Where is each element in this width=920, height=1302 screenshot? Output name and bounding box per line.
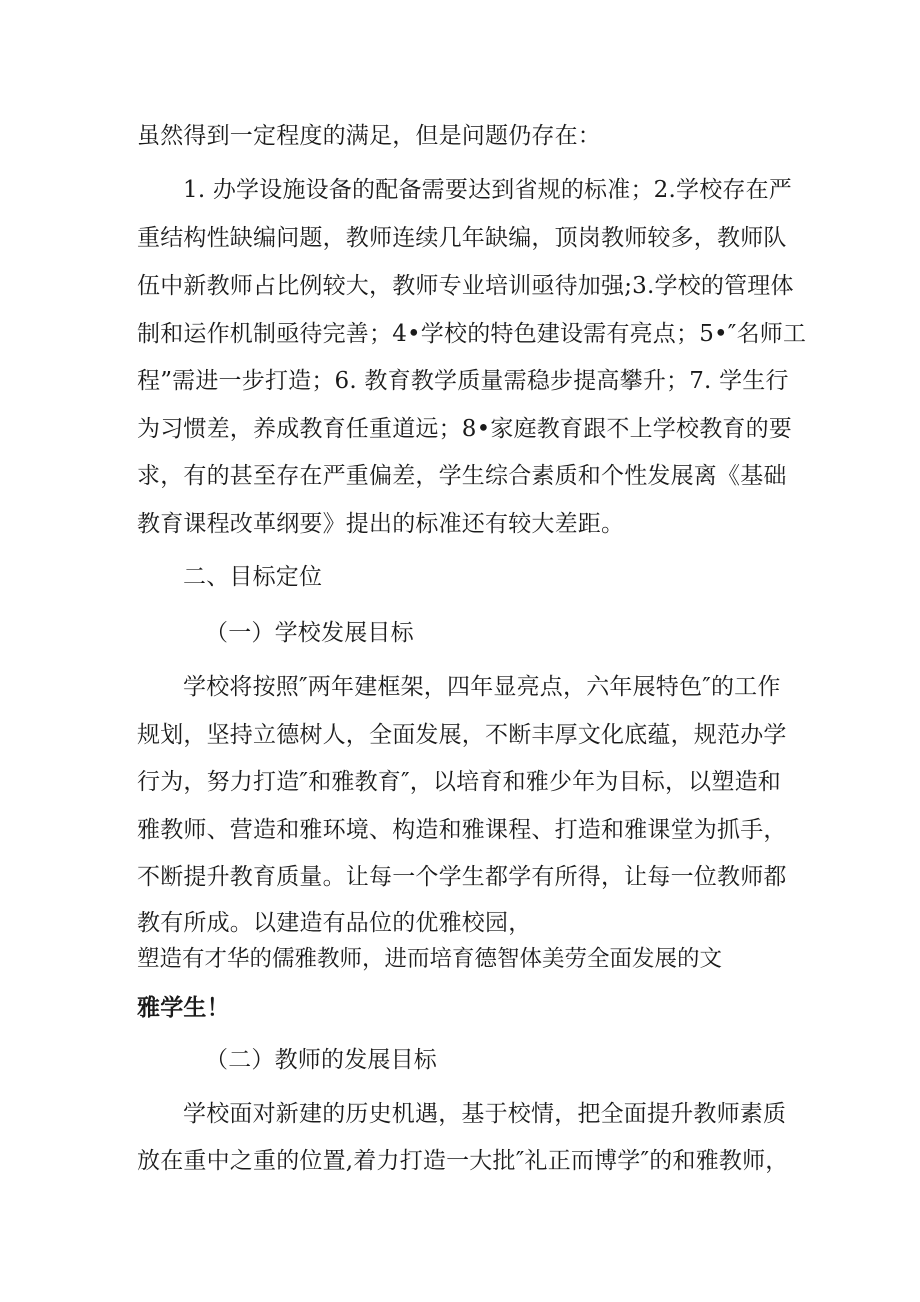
paragraph-line: 求，有的甚至存在严重偏差，学生综合素质和个性发展离《基础 — [137, 463, 787, 489]
paragraph-line: 塑造有才华的儒雅教师，进而培育德智体美劳全面发展的文 — [137, 946, 723, 972]
paragraph-line: 放在重中之重的位置,着力打造一大批″礼正而博学″的和雅教师， — [137, 1148, 789, 1174]
paragraph-line: 为习惯差，养成教育任重道远；8•家庭教育跟不上学校教育的要 — [137, 416, 792, 442]
paragraph-line: 重结构性缺编问题，教师连续几年缺编，顶岗教师较多，教师队 — [137, 225, 787, 251]
paragraph-line: 学校面对新建的历史机遇，基于校情，把全面提升教师素质 — [183, 1101, 787, 1127]
paragraph-line: 伍中新教师占比例较大，教师专业培训亟待加强;3.学校的管理体 — [137, 273, 794, 299]
paragraph-line: 行为，努力打造″和雅教育″，以培育和雅少年为目标，以塑造和 — [137, 769, 781, 795]
paragraph-line: 教育课程改革纲要》提出的标准还有较大差距。 — [137, 511, 625, 537]
paragraph-line: 程”需进一步打造；6. 教育教学质量需稳步提高攀升；7. 学生行 — [137, 368, 789, 394]
paragraph-line: 雅教师、营造和雅环境、构造和雅课程、打造和雅课堂为抓手， — [137, 817, 787, 843]
paragraph-line: 规划，坚持立德树人，全面发展，不断丰厚文化底蕴，规范办学 — [137, 722, 787, 748]
paragraph-line: 不断提升教育质量。让每一个学生都学有所得，让每一位教师都 — [137, 864, 787, 890]
section-heading: 二、目标定位 — [183, 564, 323, 590]
paragraph-line: 1. 办学设施设备的配备需要达到省规的标准；2.学校存在严 — [183, 177, 792, 203]
subsection-heading: （一）学校发展目标 — [205, 620, 414, 646]
subsection-heading: （二）教师的发展目标 — [205, 1047, 437, 1073]
paragraph-line: 虽然得到一定程度的满足，但是问题仍存在： — [137, 123, 601, 149]
paragraph-line: 学校将按照″两年建框架，四年显亮点，六年展特色″的工作 — [183, 674, 781, 700]
paragraph-line: 教有所成。以建造有品位的优雅校园， — [137, 910, 532, 936]
paragraph-line: 雅学生！ — [137, 994, 230, 1021]
paragraph-line: 制和运作机制亟待完善；4•学校的特色建设需有亮点；5•″名师工 — [137, 321, 807, 347]
